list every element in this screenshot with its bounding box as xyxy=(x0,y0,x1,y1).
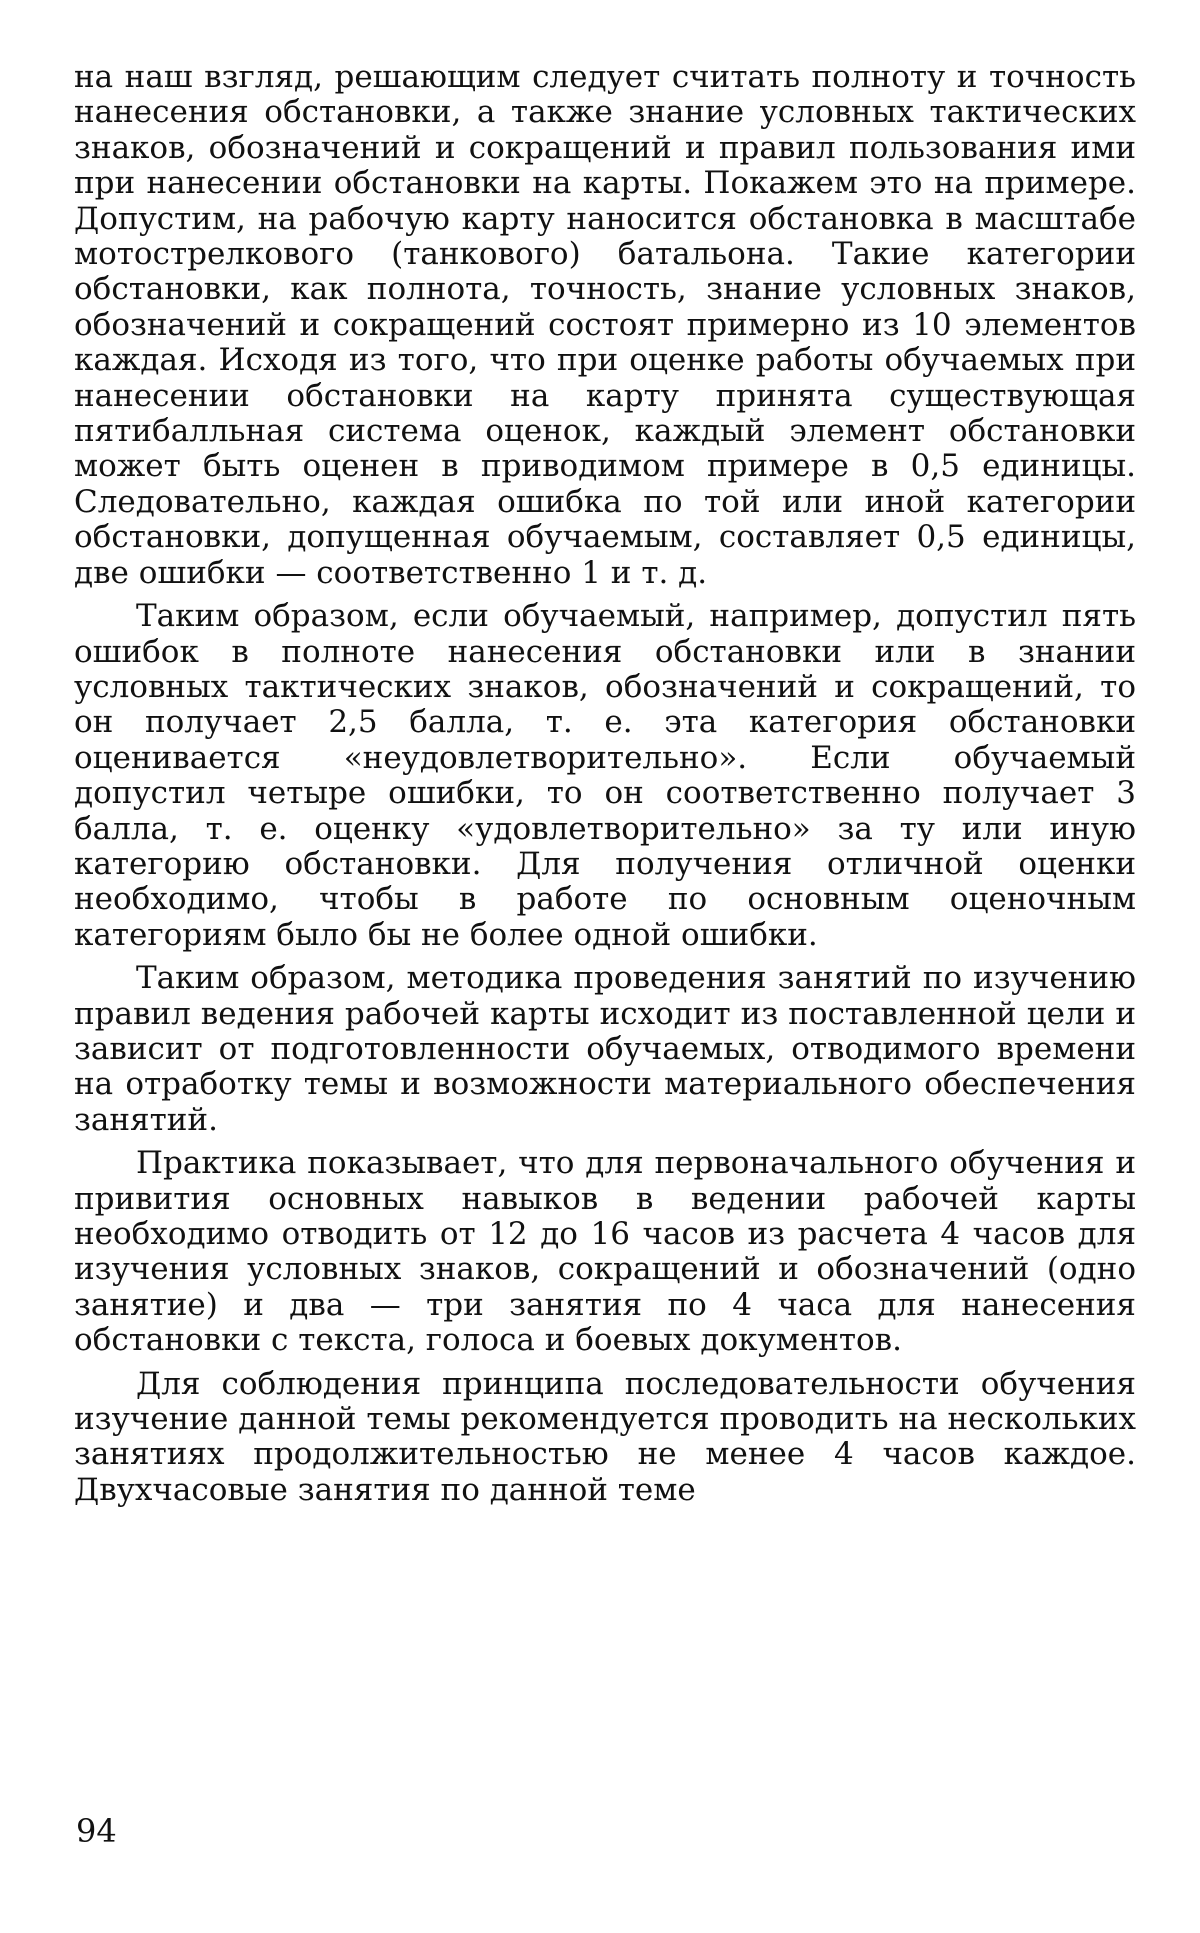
page-number: 94 xyxy=(76,1812,117,1850)
paragraph-1: на наш взгляд, решающим следует считать полноту и точность нанесения обстановки, а также знание условных тактических знаков, обозначений и сокращений и правил пользования ими при нанесении обстановки на карты. Покажем это на примере. Допустим, на рабочую карту наносится обстановка в масштабе мотострелкового (танкового) батальона. Такие категории обстановки, как полнота, точность, знание условных знаков, обозначений и сокращений состоят примерно из 10 элементов каждая. Исходя из того, что при оценке работы обучаемых при нанесении обстановки на карту принята существующая пятибалльная система оценок, каждый элемент обстановки может быть оценен в приводимом примере в 0,5 единицы. Следовательно, каждая ошибка по той или иной категории обстановки, допущенная обучаемым, составляет 0,5 единицы, две ошибки — соответственно 1 и т. д. xyxy=(74,59,1136,591)
paragraph-2: Таким образом, если обучаемый, например, допустил пять ошибок в полноте нанесения обстановки или в знании условных тактических знаков, обозначений и сокращений, то он получает 2,5 балла, т. е. эта категория обстановки оценивается «неудовлетворительно». Если обучаемый допустил четыре ошибки, то он соответственно получает 3 балла, т. е. оценку «удовлетворительно» за ту или иную категорию обстановки. Для получения отличной оценки необходимо, чтобы в работе по основным оценочным категориям было бы не более одной ошибки. xyxy=(74,598,1136,953)
paragraph-5: Для соблюдения принципа последовательности обучения изучение данной темы рекомендуется проводить на нескольких занятиях продолжительностью не менее 4 часов каждое. Двухчасовые занятия по данной теме xyxy=(74,1365,1136,1508)
book-page xyxy=(74,60,1136,1910)
paragraph-3: Таким образом, методика проведения занятий по изучению правил ведения рабочей карты исходит из поставленной цели и зависит от подготовленности обучаемых, отводимого времени на отработку темы и возможности материального обеспечения занятий. xyxy=(74,960,1136,1138)
paragraph-4: Практика показывает, что для первоначального обучения и привития основных навыков в ведении рабочей карты необходимо отводить от 12 до 16 часов из расчета 4 часов для изучения условных знаков, сокращений и обозначений (одно занятие) и два — три занятия по 4 часа для нанесения обстановки с текста, голоса и боевых документов. xyxy=(74,1145,1136,1359)
